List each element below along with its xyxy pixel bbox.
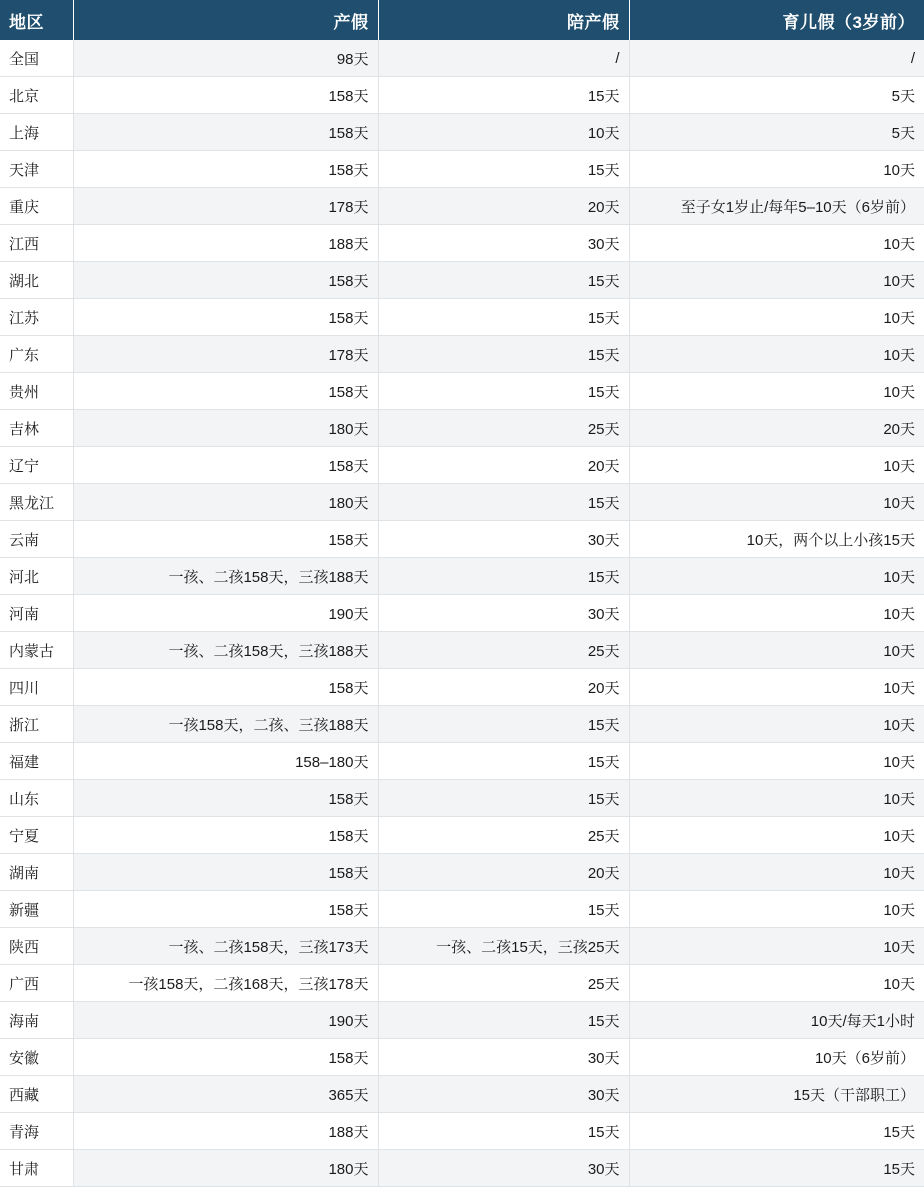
cell-region: 广西 xyxy=(0,965,73,1002)
table-row xyxy=(0,40,924,77)
cell-paternity-leave: 25天 xyxy=(378,632,629,669)
cell-parental-leave: 10天 xyxy=(629,447,924,484)
cell-maternity-leave: 158天 xyxy=(73,114,378,151)
cell-paternity-leave: 15天 xyxy=(378,484,629,521)
cell-paternity-leave: 20天 xyxy=(378,669,629,706)
cell-region: 辽宁 xyxy=(0,447,73,484)
cell-region: 贵州 xyxy=(0,373,73,410)
cell-parental-leave: 10天 xyxy=(629,743,924,780)
table-row xyxy=(0,151,924,188)
cell-maternity-leave: 158天 xyxy=(73,891,378,928)
table-row xyxy=(0,225,924,262)
table-row xyxy=(0,299,924,336)
cell-parental-leave: 10天 xyxy=(629,262,924,299)
column-header-parental-leave: 育儿假（3岁前） xyxy=(629,0,924,40)
cell-maternity-leave: 158天 xyxy=(73,521,378,558)
cell-parental-leave: 15天 xyxy=(629,1113,924,1150)
cell-paternity-leave: 15天 xyxy=(378,299,629,336)
cell-maternity-leave: 180天 xyxy=(73,484,378,521)
cell-parental-leave: 15天（干部职工） xyxy=(629,1076,924,1113)
cell-paternity-leave: 15天 xyxy=(378,262,629,299)
cell-paternity-leave: 15天 xyxy=(378,1002,629,1039)
cell-paternity-leave: 15天 xyxy=(378,336,629,373)
cell-paternity-leave: 30天 xyxy=(378,1039,629,1076)
table-row xyxy=(0,484,924,521)
cell-parental-leave: 10天 xyxy=(629,891,924,928)
cell-maternity-leave: 158天 xyxy=(73,1039,378,1076)
cell-paternity-leave: / xyxy=(378,40,629,77)
table-header-row xyxy=(0,0,924,40)
table-row xyxy=(0,928,924,965)
cell-region: 甘肃 xyxy=(0,1150,73,1187)
cell-parental-leave: 10天 xyxy=(629,632,924,669)
cell-region: 河北 xyxy=(0,558,73,595)
cell-parental-leave: 至子女1岁止/每年5–10天（6岁前） xyxy=(629,188,924,225)
cell-paternity-leave: 20天 xyxy=(378,188,629,225)
cell-region: 云南 xyxy=(0,521,73,558)
cell-region: 浙江 xyxy=(0,706,73,743)
cell-maternity-leave: 178天 xyxy=(73,188,378,225)
cell-parental-leave: 20天 xyxy=(629,410,924,447)
cell-parental-leave: 10天，两个以上小孩15天 xyxy=(629,521,924,558)
cell-maternity-leave: 158天 xyxy=(73,373,378,410)
table-row xyxy=(0,817,924,854)
cell-parental-leave: 10天 xyxy=(629,484,924,521)
cell-region: 新疆 xyxy=(0,891,73,928)
cell-parental-leave: 5天 xyxy=(629,114,924,151)
cell-region: 上海 xyxy=(0,114,73,151)
cell-region: 海南 xyxy=(0,1002,73,1039)
cell-region: 江苏 xyxy=(0,299,73,336)
cell-maternity-leave: 190天 xyxy=(73,595,378,632)
cell-paternity-leave: 25天 xyxy=(378,817,629,854)
table-row xyxy=(0,965,924,1002)
table-row xyxy=(0,558,924,595)
cell-paternity-leave: 15天 xyxy=(378,743,629,780)
cell-maternity-leave: 一孩、二孩158天，三孩188天 xyxy=(73,632,378,669)
cell-region: 广东 xyxy=(0,336,73,373)
cell-parental-leave: 10天（6岁前） xyxy=(629,1039,924,1076)
table-row xyxy=(0,669,924,706)
cell-parental-leave: 10天 xyxy=(629,780,924,817)
cell-parental-leave: 10天 xyxy=(629,151,924,188)
cell-parental-leave: 10天 xyxy=(629,928,924,965)
table-row xyxy=(0,1039,924,1076)
cell-region: 西藏 xyxy=(0,1076,73,1113)
cell-region: 安徽 xyxy=(0,1039,73,1076)
cell-region: 山东 xyxy=(0,780,73,817)
cell-maternity-leave: 180天 xyxy=(73,410,378,447)
cell-paternity-leave: 30天 xyxy=(378,595,629,632)
table-row xyxy=(0,854,924,891)
cell-paternity-leave: 15天 xyxy=(378,706,629,743)
cell-paternity-leave: 20天 xyxy=(378,447,629,484)
cell-parental-leave: 10天 xyxy=(629,225,924,262)
cell-paternity-leave: 15天 xyxy=(378,151,629,188)
table-row xyxy=(0,521,924,558)
cell-paternity-leave: 一孩、二孩15天，三孩25天 xyxy=(378,928,629,965)
cell-parental-leave: 15天 xyxy=(629,1150,924,1187)
cell-region: 黑龙江 xyxy=(0,484,73,521)
cell-paternity-leave: 30天 xyxy=(378,521,629,558)
cell-maternity-leave: 365天 xyxy=(73,1076,378,1113)
cell-maternity-leave: 158天 xyxy=(73,77,378,114)
cell-paternity-leave: 30天 xyxy=(378,1076,629,1113)
table-row xyxy=(0,891,924,928)
cell-maternity-leave: 158天 xyxy=(73,669,378,706)
cell-maternity-leave: 178天 xyxy=(73,336,378,373)
table-row xyxy=(0,114,924,151)
cell-maternity-leave: 一孩、二孩158天，三孩188天 xyxy=(73,558,378,595)
cell-paternity-leave: 15天 xyxy=(378,891,629,928)
table-header xyxy=(0,0,924,40)
table-row xyxy=(0,373,924,410)
cell-maternity-leave: 158天 xyxy=(73,447,378,484)
table-row xyxy=(0,447,924,484)
table-row xyxy=(0,632,924,669)
cell-region: 四川 xyxy=(0,669,73,706)
table-body xyxy=(0,40,924,1187)
table-row xyxy=(0,1150,924,1187)
cell-maternity-leave: 180天 xyxy=(73,1150,378,1187)
cell-parental-leave: 10天 xyxy=(629,965,924,1002)
cell-parental-leave: / xyxy=(629,40,924,77)
table-row xyxy=(0,1076,924,1113)
cell-maternity-leave: 188天 xyxy=(73,1113,378,1150)
table-row xyxy=(0,595,924,632)
cell-maternity-leave: 158天 xyxy=(73,151,378,188)
cell-region: 河南 xyxy=(0,595,73,632)
cell-paternity-leave: 15天 xyxy=(378,77,629,114)
cell-region: 福建 xyxy=(0,743,73,780)
cell-maternity-leave: 一孩158天，二孩168天，三孩178天 xyxy=(73,965,378,1002)
cell-maternity-leave: 158天 xyxy=(73,780,378,817)
cell-paternity-leave: 30天 xyxy=(378,1150,629,1187)
cell-parental-leave: 10天 xyxy=(629,669,924,706)
cell-parental-leave: 10天 xyxy=(629,817,924,854)
cell-parental-leave: 10天/每天1小时 xyxy=(629,1002,924,1039)
cell-parental-leave: 10天 xyxy=(629,595,924,632)
cell-parental-leave: 10天 xyxy=(629,854,924,891)
table-row xyxy=(0,188,924,225)
column-header-region: 地区 xyxy=(0,0,73,40)
table-row xyxy=(0,706,924,743)
cell-paternity-leave: 25天 xyxy=(378,410,629,447)
cell-parental-leave: 5天 xyxy=(629,77,924,114)
cell-region: 青海 xyxy=(0,1113,73,1150)
cell-paternity-leave: 15天 xyxy=(378,373,629,410)
table-row xyxy=(0,1113,924,1150)
table-row xyxy=(0,77,924,114)
cell-region: 宁夏 xyxy=(0,817,73,854)
cell-maternity-leave: 98天 xyxy=(73,40,378,77)
cell-paternity-leave: 30天 xyxy=(378,225,629,262)
cell-paternity-leave: 15天 xyxy=(378,780,629,817)
cell-parental-leave: 10天 xyxy=(629,299,924,336)
cell-paternity-leave: 10天 xyxy=(378,114,629,151)
cell-maternity-leave: 158–180天 xyxy=(73,743,378,780)
cell-region: 北京 xyxy=(0,77,73,114)
table-row xyxy=(0,780,924,817)
cell-paternity-leave: 15天 xyxy=(378,1113,629,1150)
cell-parental-leave: 10天 xyxy=(629,373,924,410)
cell-paternity-leave: 15天 xyxy=(378,558,629,595)
cell-region: 内蒙古 xyxy=(0,632,73,669)
cell-paternity-leave: 25天 xyxy=(378,965,629,1002)
cell-maternity-leave: 158天 xyxy=(73,262,378,299)
cell-paternity-leave: 20天 xyxy=(378,854,629,891)
table-row xyxy=(0,336,924,373)
cell-parental-leave: 10天 xyxy=(629,706,924,743)
cell-maternity-leave: 一孩、二孩158天，三孩173天 xyxy=(73,928,378,965)
cell-maternity-leave: 158天 xyxy=(73,854,378,891)
cell-region: 吉林 xyxy=(0,410,73,447)
cell-parental-leave: 10天 xyxy=(629,558,924,595)
cell-region: 全国 xyxy=(0,40,73,77)
table-row xyxy=(0,1002,924,1039)
column-header-maternity-leave: 产假 xyxy=(73,0,378,40)
cell-maternity-leave: 一孩158天，二孩、三孩188天 xyxy=(73,706,378,743)
cell-region: 重庆 xyxy=(0,188,73,225)
table-row xyxy=(0,262,924,299)
cell-region: 江西 xyxy=(0,225,73,262)
cell-maternity-leave: 158天 xyxy=(73,817,378,854)
cell-maternity-leave: 188天 xyxy=(73,225,378,262)
cell-region: 湖南 xyxy=(0,854,73,891)
cell-maternity-leave: 158天 xyxy=(73,299,378,336)
table-row xyxy=(0,410,924,447)
table-row xyxy=(0,743,924,780)
cell-region: 湖北 xyxy=(0,262,73,299)
cell-region: 陕西 xyxy=(0,928,73,965)
cell-parental-leave: 10天 xyxy=(629,336,924,373)
cell-maternity-leave: 190天 xyxy=(73,1002,378,1039)
column-header-paternity-leave: 陪产假 xyxy=(378,0,629,40)
cell-region: 天津 xyxy=(0,151,73,188)
